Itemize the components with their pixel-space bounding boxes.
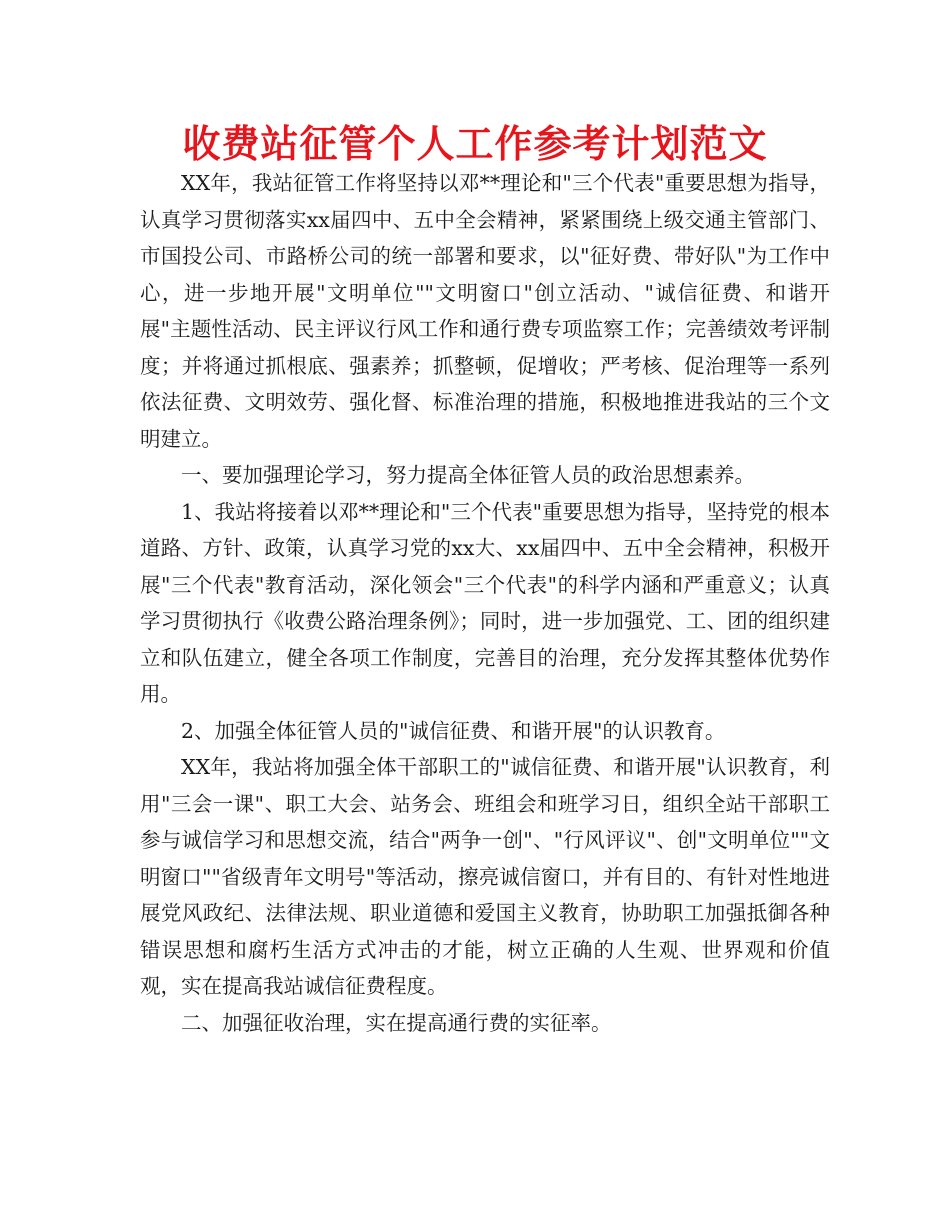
paragraph-intro: XX年，我站征管工作将坚持以邓**理论和"三个代表"重要思想为指导，认真学习贯彻落实xx届四中、五中全会精神，紧紧围绕上级交通主管部门、市国投公司、市路桥公司的统一部署和要求，以"征好费、带好队"为工作中心，进一步地开展"文明单位""文明窗口"创立活动、"诚信征费、和谐开展"主题性活动、民主评议行风工作和通行费专项监察工作；完善绩效考评制度；并将通过抓根底、强素养；抓整顿，促增收；严考核、促治理等一系列依法征费、文明效劳、强化督、标准治理的措施，积极地推进我站的三个文明建立。 [140, 171, 830, 451]
document-title: 收费站征管个人工作参考计划范文 [182, 122, 768, 166]
paragraph-item-2-body: XX年，我站将加强全体干部职工的"诚信征费、和谐开展"认识教育，利用"三会一课"、职工大会、站务会、班组会和班学习日，组织全站干部职工参与诚信学习和思想交流，结合"两争一创"、"行风评议"、创"文明单位""文明窗口""省级青年文明号"等活动，擦亮诚信窗口，并有目的、有针对性地进展党风政纪、法律法规、职业道德和爱国主义教育，协助职工加强抵御各种错误思想和腐朽生活方式冲击的才能，树立正确的人生观、世界观和价值观，实在提高我站诚信征费程度。 [140, 755, 830, 998]
paragraph-item-1: 1、我站将接着以邓**理论和"三个代表"重要思想为指导，坚持党的根本道路、方针、政策，认真学习党的xx大、xx届四中、五中全会精神，积极开展"三个代表"教育活动，深化领会"三个代表"的科学内涵和严重意义；认真学习贯彻执行《收费公路治理条例》；同时，进一步加强党、工、团的组织建立和队伍建立，健全各项工作制度，完善目的治理，充分发挥其整体优势作用。 [140, 499, 830, 706]
paragraph-item-2-heading: 2、加强全体征管人员的"诚信征费、和谐开展"的认识教育。 [181, 718, 726, 743]
section-heading-2: 二、加强征收治理，实在提高通行费的实征率。 [181, 1010, 612, 1035]
document-body [140, 165, 830, 1041]
section-heading-1: 一、要加强理论学习，努力提高全体征管人员的政治思想素养。 [181, 463, 755, 487]
